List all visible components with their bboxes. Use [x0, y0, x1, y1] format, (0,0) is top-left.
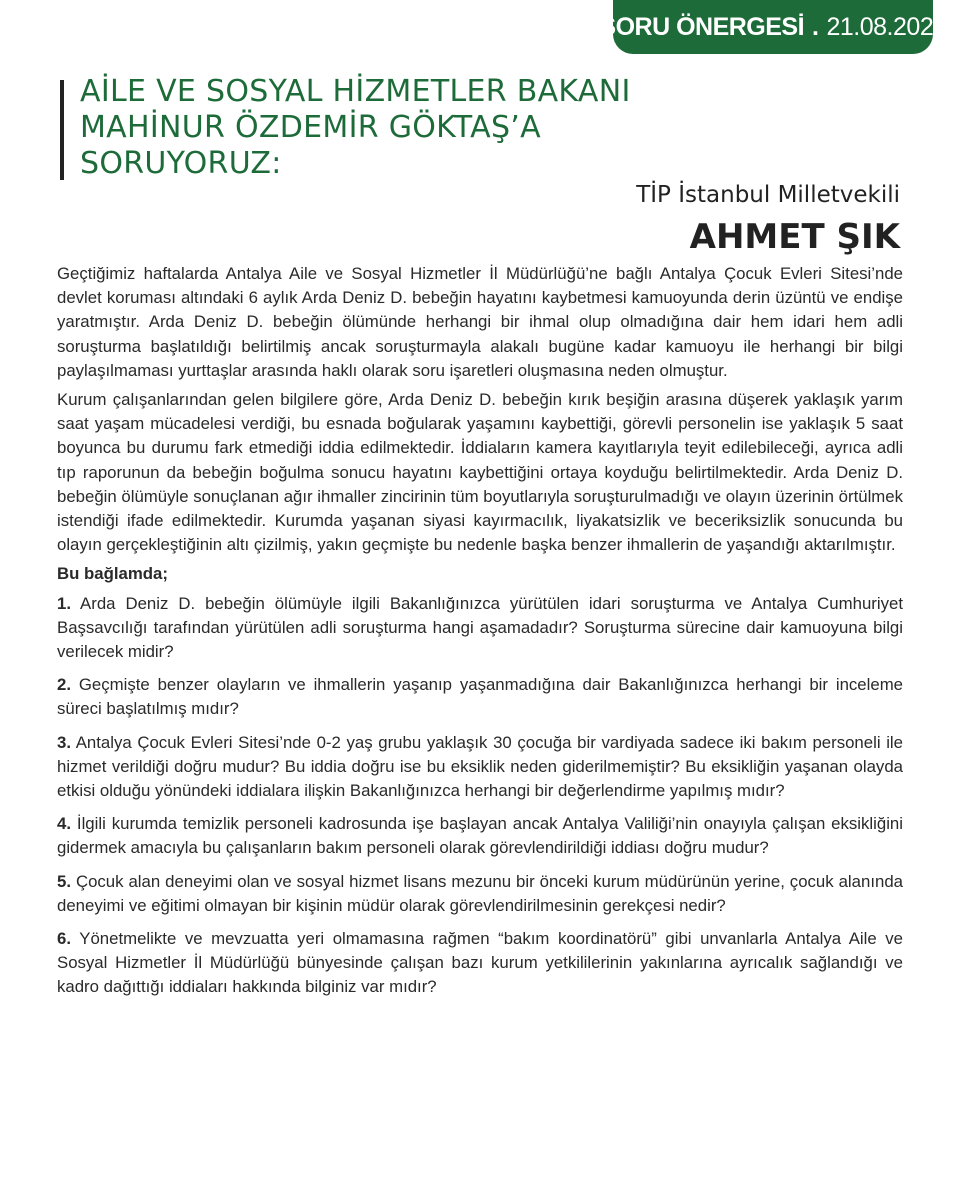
- question-text: Yönetmelikte ve mevzuatta yeri olmamasına rağmen “bakım koordinatörü” gibi unvanlarla Antalya Aile ve Sosyal Hizmetler İl Müdürlüğü bünyesinde çalışan bazı kurum yetkililerinin yakınlarına ayrıcalık sağlandığı ve kadro dağıttığı iddiaları hakkında bilginiz var mıdır?: [57, 929, 904, 997]
- question-text: İlgili kurumda temizlik personeli kadrosunda işe başlayan ancak Antalya Valiliği’nin onayıyla çalışan eksikliğini gidermek amacıyla bu çalışanların bakım personeli olarak görevlendirildiği iddiası doğru mudur?: [57, 814, 903, 858]
- body-paragraph: Geçtiğimiz haftalarda Antalya Aile ve Sosyal Hizmetler İl Müdürlüğü’ne bağlı Antalya Çocuk Evleri Sitesi’nde devlet koruması altındaki 6 aylık Arda Deniz D. bebeğin hayatını kaybetmesi kamuoyunda derin üzüntü ve endişe yaratmıştır. Arda Deniz D. bebeğin ölümünde herhangi bir ihmal olup olmadığına dair hem idari hem adli soruşturma başlatıldığı belirtilmiş ancak soruşturmayla alakalı bugüne kadar kamuoyu ile herhangi bir bilgi paylaşılmaması yurttaşlar arasında haklı olarak soru işaretleri oluşmasına neden olmuştur.: [57, 264, 903, 380]
- question-number: 4.: [57, 814, 71, 834]
- page-title: [80, 74, 740, 182]
- question-item: [57, 673, 903, 721]
- question-number: 2.: [57, 675, 71, 695]
- question-item: [57, 731, 903, 804]
- document-type-label: SORU ÖNERGESİ: [599, 12, 805, 41]
- title-line: AİLE VE SOSYAL HİZMETLER BAKANI: [80, 74, 631, 109]
- title-accent-bar: [60, 80, 64, 180]
- context-label: Bu bağlamda;: [57, 564, 168, 584]
- question-number: 6.: [57, 929, 71, 949]
- question-number: 5.: [57, 871, 71, 891]
- document-body: [57, 262, 903, 1009]
- question-number: 3.: [57, 732, 71, 752]
- title-line: SORUYORUZ:: [80, 146, 282, 181]
- document-date: 21.08.2025: [826, 12, 947, 41]
- question-number: 1.: [57, 593, 71, 613]
- question-text: Çocuk alan deneyimi olan ve sosyal hizmet lisans mezunu bir önceki kurum müdürünün yerine, çocuk alanında deneyimi ve eğitimi olmayan bir kişinin müdür olarak görevlendirilmesinin gerekçesi nedir?: [57, 871, 903, 915]
- header-separator: .: [812, 12, 819, 41]
- question-item: [57, 812, 903, 860]
- title-line: MAHİNUR ÖZDEMİR GÖKTAŞ’A: [80, 110, 541, 145]
- question-item: [57, 870, 903, 918]
- signer-name: AHMET ŞIK: [689, 217, 900, 257]
- question-text: Antalya Çocuk Evleri Sitesi’nde 0-2 yaş grubu yaklaşık 30 çocuğa bir vardiyada sadece iki bakım personeli ile hizmet verildiği doğru mudur? Bu iddia doğru ise bu eksiklik neden giderilmemiştir? Bu eksikliğin yaşanan olayda etkisi olduğu yönündeki iddialara ilişkin Bakanlığınızca herhangi bir değerlendirme yapılmış mıdır?: [57, 732, 903, 801]
- header-tag: [599, 0, 947, 54]
- question-item: [57, 927, 903, 1000]
- question-text: Geçmişte benzer olayların ve ihmallerin yaşanıp yaşanmadığına dair Bakanlığınızca herhangi bir inceleme süreci başlatılmış mıdır?: [57, 675, 904, 719]
- signer-role: TİP İstanbul Milletvekili: [636, 182, 900, 208]
- question-text: Arda Deniz D. bebeğin ölümüyle ilgili Bakanlığınızca yürütülen idari soruşturma ve Antalya Cumhuriyet Başsavcılığı tarafından yürütülen adli soruşturma hangi aşamadadır? Soruşturma sürecine dair kamuoyuna bilgi verilecek midir?: [57, 593, 903, 662]
- body-paragraph: Kurum çalışanlarından gelen bilgilere göre, Arda Deniz D. bebeğin kırık beşiğin arasına düşerek yaklaşık yarım saat yaşam mücadelesi verdiği, bu esnada boğularak yaşamını kaybettiği, görevli personelin ise yaklaşık 5 saat boyunca bu durumu fark etmediği iddia edilmektedir. İddiaların kamera kayıtlarıyla teyit edilebileceği, ayrıca adli tıp raporunun da bebeğin boğulma sonucu hayatını kaybettiğini ortaya koyduğu belirtilmektedir. Arda Deniz D. bebeğin ölümüyle sonuçlanan ağır ihmaller zincirinin tüm boyutlarıyla soruşturulmadığı ve olayın üzerinin örtülmek istendiği ifade edilmektedir. Kurumda yaşanan siyasi kayırmacılık, liyakatsizlik ve beceriksizlik sonucunda bu olayın gerçekleştiğinin altı çizilmiş, yakın geçmişte bu nedenle başka benzer ihmallerin de yaşandığı aktarılmıştır.: [57, 390, 904, 555]
- question-item: [57, 592, 903, 665]
- signer-block: [636, 180, 900, 260]
